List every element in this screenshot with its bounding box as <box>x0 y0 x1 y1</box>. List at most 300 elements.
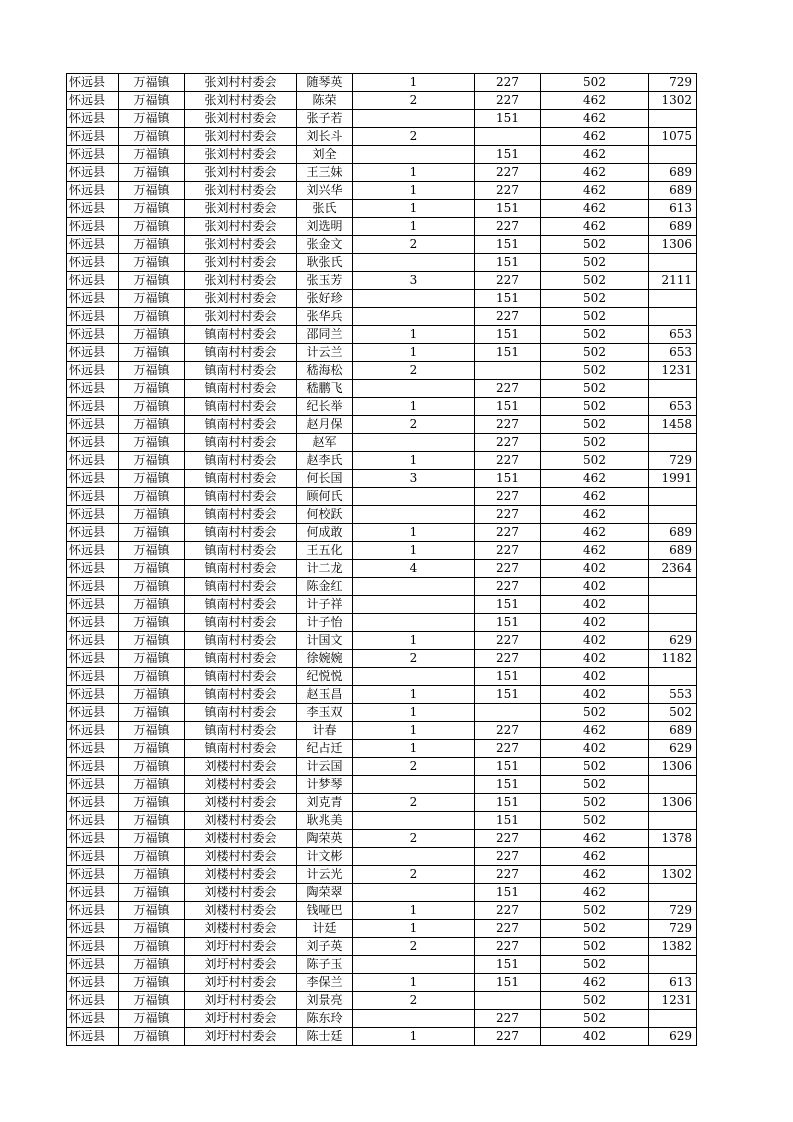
county-cell: 怀远县 <box>67 380 119 398</box>
name-cell: 计云国 <box>297 758 353 776</box>
amount-a-cell: 151 <box>475 812 541 830</box>
town-cell: 万福镇 <box>119 488 185 506</box>
name-cell: 李玉双 <box>297 704 353 722</box>
count-cell: 1 <box>353 524 475 542</box>
count-cell: 1 <box>353 326 475 344</box>
county-cell: 怀远县 <box>67 92 119 110</box>
amount-a-cell: 151 <box>475 344 541 362</box>
town-cell: 万福镇 <box>119 704 185 722</box>
village-committee-cell: 镇南村村委会 <box>185 344 297 362</box>
count-cell: 2 <box>353 830 475 848</box>
village-committee-cell: 镇南村村委会 <box>185 380 297 398</box>
county-cell: 怀远县 <box>67 344 119 362</box>
count-cell <box>353 848 475 866</box>
amount-b-cell: 402 <box>541 596 649 614</box>
village-committee-cell: 镇南村村委会 <box>185 686 297 704</box>
town-cell: 万福镇 <box>119 200 185 218</box>
name-cell: 何成敢 <box>297 524 353 542</box>
town-cell: 万福镇 <box>119 920 185 938</box>
town-cell: 万福镇 <box>119 866 185 884</box>
total-cell: 1231 <box>649 362 697 380</box>
amount-b-cell: 502 <box>541 434 649 452</box>
town-cell: 万福镇 <box>119 128 185 146</box>
amount-a-cell: 227 <box>475 542 541 560</box>
table-row <box>67 776 697 794</box>
village-committee-cell: 镇南村村委会 <box>185 542 297 560</box>
county-cell: 怀远县 <box>67 362 119 380</box>
village-committee-cell: 张刘村村委会 <box>185 236 297 254</box>
count-cell: 3 <box>353 272 475 290</box>
amount-b-cell: 462 <box>541 128 649 146</box>
town-cell: 万福镇 <box>119 614 185 632</box>
town-cell: 万福镇 <box>119 218 185 236</box>
amount-b-cell: 462 <box>541 218 649 236</box>
amount-b-cell: 462 <box>541 92 649 110</box>
count-cell <box>353 506 475 524</box>
amount-b-cell: 502 <box>541 236 649 254</box>
village-committee-cell: 张刘村村委会 <box>185 308 297 326</box>
count-cell: 2 <box>353 992 475 1010</box>
count-cell: 1 <box>353 902 475 920</box>
town-cell: 万福镇 <box>119 812 185 830</box>
county-cell: 怀远县 <box>67 398 119 416</box>
village-committee-cell: 刘圩村村委会 <box>185 1028 297 1046</box>
village-committee-cell: 镇南村村委会 <box>185 434 297 452</box>
village-committee-cell: 镇南村村委会 <box>185 470 297 488</box>
count-cell: 4 <box>353 560 475 578</box>
count-cell <box>353 812 475 830</box>
total-cell: 2111 <box>649 272 697 290</box>
county-cell: 怀远县 <box>67 902 119 920</box>
name-cell: 计梦琴 <box>297 776 353 794</box>
table-row <box>67 920 697 938</box>
town-cell: 万福镇 <box>119 1028 185 1046</box>
amount-b-cell: 462 <box>541 830 649 848</box>
total-cell: 1382 <box>649 938 697 956</box>
table-row <box>67 686 697 704</box>
county-cell: 怀远县 <box>67 740 119 758</box>
count-cell: 1 <box>353 722 475 740</box>
total-cell <box>649 308 697 326</box>
table-row <box>67 470 697 488</box>
amount-a-cell: 227 <box>475 308 541 326</box>
name-cell: 王三妹 <box>297 164 353 182</box>
amount-a-cell: 151 <box>475 686 541 704</box>
name-cell: 计廷 <box>297 920 353 938</box>
village-committee-cell: 镇南村村委会 <box>185 326 297 344</box>
county-cell: 怀远县 <box>67 542 119 560</box>
town-cell: 万福镇 <box>119 416 185 434</box>
county-cell: 怀远县 <box>67 254 119 272</box>
table-row <box>67 614 697 632</box>
amount-a-cell: 151 <box>475 614 541 632</box>
total-cell: 689 <box>649 524 697 542</box>
town-cell: 万福镇 <box>119 326 185 344</box>
name-cell: 徐婉婉 <box>297 650 353 668</box>
table-body <box>67 74 697 1046</box>
amount-a-cell: 151 <box>475 326 541 344</box>
village-committee-cell: 刘圩村村委会 <box>185 938 297 956</box>
name-cell: 陈金红 <box>297 578 353 596</box>
town-cell: 万福镇 <box>119 938 185 956</box>
table-row <box>67 308 697 326</box>
amount-b-cell: 502 <box>541 794 649 812</box>
name-cell: 陈士廷 <box>297 1028 353 1046</box>
total-cell <box>649 146 697 164</box>
name-cell: 纪占迁 <box>297 740 353 758</box>
county-cell: 怀远县 <box>67 164 119 182</box>
county-cell: 怀远县 <box>67 686 119 704</box>
amount-b-cell: 502 <box>541 326 649 344</box>
name-cell: 计云兰 <box>297 344 353 362</box>
amount-a-cell: 227 <box>475 848 541 866</box>
count-cell: 1 <box>353 632 475 650</box>
table-row <box>67 758 697 776</box>
count-cell: 1 <box>353 74 475 92</box>
table-row <box>67 416 697 434</box>
name-cell: 计国文 <box>297 632 353 650</box>
name-cell: 计文彬 <box>297 848 353 866</box>
county-cell: 怀远县 <box>67 722 119 740</box>
amount-b-cell: 462 <box>541 146 649 164</box>
village-committee-cell: 刘楼村村委会 <box>185 920 297 938</box>
town-cell: 万福镇 <box>119 776 185 794</box>
amount-a-cell: 151 <box>475 200 541 218</box>
amount-a-cell: 151 <box>475 884 541 902</box>
town-cell: 万福镇 <box>119 452 185 470</box>
town-cell: 万福镇 <box>119 758 185 776</box>
total-cell: 729 <box>649 74 697 92</box>
town-cell: 万福镇 <box>119 884 185 902</box>
amount-a-cell <box>475 128 541 146</box>
county-cell: 怀远县 <box>67 668 119 686</box>
village-committee-cell: 镇南村村委会 <box>185 578 297 596</box>
count-cell: 1 <box>353 974 475 992</box>
table-row <box>67 956 697 974</box>
table-row <box>67 794 697 812</box>
count-cell <box>353 110 475 128</box>
amount-a-cell <box>475 704 541 722</box>
total-cell <box>649 434 697 452</box>
count-cell: 2 <box>353 794 475 812</box>
table-row <box>67 182 697 200</box>
county-cell: 怀远县 <box>67 470 119 488</box>
amount-b-cell: 502 <box>541 416 649 434</box>
table-row <box>67 146 697 164</box>
total-cell: 689 <box>649 722 697 740</box>
county-cell: 怀远县 <box>67 308 119 326</box>
table-row <box>67 452 697 470</box>
name-cell: 陶荣翠 <box>297 884 353 902</box>
amount-a-cell: 227 <box>475 740 541 758</box>
amount-b-cell: 502 <box>541 74 649 92</box>
table-row <box>67 848 697 866</box>
village-committee-cell: 张刘村村委会 <box>185 200 297 218</box>
table-row <box>67 362 697 380</box>
table-row <box>67 272 697 290</box>
amount-b-cell: 462 <box>541 848 649 866</box>
name-cell: 张玉芳 <box>297 272 353 290</box>
amount-a-cell: 227 <box>475 488 541 506</box>
county-cell: 怀远县 <box>67 1028 119 1046</box>
county-cell: 怀远县 <box>67 272 119 290</box>
county-cell: 怀远县 <box>67 1010 119 1028</box>
amount-a-cell: 227 <box>475 1010 541 1028</box>
total-cell: 1302 <box>649 92 697 110</box>
total-cell: 729 <box>649 920 697 938</box>
count-cell: 1 <box>353 740 475 758</box>
amount-b-cell: 402 <box>541 686 649 704</box>
name-cell: 随琴英 <box>297 74 353 92</box>
amount-b-cell: 402 <box>541 578 649 596</box>
county-cell: 怀远县 <box>67 866 119 884</box>
county-cell: 怀远县 <box>67 452 119 470</box>
count-cell: 1 <box>353 686 475 704</box>
table-row <box>67 110 697 128</box>
town-cell: 万福镇 <box>119 290 185 308</box>
table-row <box>67 974 697 992</box>
name-cell: 王五化 <box>297 542 353 560</box>
table-row <box>67 902 697 920</box>
total-cell: 1458 <box>649 416 697 434</box>
village-committee-cell: 镇南村村委会 <box>185 614 297 632</box>
name-cell: 顾何氏 <box>297 488 353 506</box>
count-cell <box>353 434 475 452</box>
name-cell: 赵玉昌 <box>297 686 353 704</box>
total-cell: 502 <box>649 704 697 722</box>
count-cell: 1 <box>353 542 475 560</box>
count-cell: 2 <box>353 92 475 110</box>
village-committee-cell: 镇南村村委会 <box>185 668 297 686</box>
town-cell: 万福镇 <box>119 524 185 542</box>
amount-a-cell: 227 <box>475 272 541 290</box>
village-committee-cell: 张刘村村委会 <box>185 290 297 308</box>
table-row <box>67 632 697 650</box>
amount-a-cell: 151 <box>475 470 541 488</box>
total-cell <box>649 884 697 902</box>
table-row <box>67 578 697 596</box>
amount-b-cell: 402 <box>541 614 649 632</box>
table-row <box>67 254 697 272</box>
amount-b-cell: 462 <box>541 164 649 182</box>
table-row <box>67 992 697 1010</box>
amount-a-cell: 151 <box>475 794 541 812</box>
table-row <box>67 830 697 848</box>
total-cell <box>649 506 697 524</box>
count-cell <box>353 308 475 326</box>
data-table <box>66 73 697 1046</box>
name-cell: 嵇海松 <box>297 362 353 380</box>
table-row <box>67 1010 697 1028</box>
amount-b-cell: 402 <box>541 740 649 758</box>
county-cell: 怀远县 <box>67 848 119 866</box>
total-cell <box>649 596 697 614</box>
total-cell <box>649 668 697 686</box>
county-cell: 怀远县 <box>67 812 119 830</box>
count-cell <box>353 146 475 164</box>
table-row <box>67 398 697 416</box>
amount-b-cell: 502 <box>541 812 649 830</box>
name-cell: 邵同兰 <box>297 326 353 344</box>
amount-b-cell: 502 <box>541 308 649 326</box>
count-cell: 2 <box>353 758 475 776</box>
town-cell: 万福镇 <box>119 956 185 974</box>
total-cell: 1302 <box>649 866 697 884</box>
village-committee-cell: 刘楼村村委会 <box>185 866 297 884</box>
amount-b-cell: 502 <box>541 398 649 416</box>
county-cell: 怀远县 <box>67 938 119 956</box>
amount-a-cell: 227 <box>475 74 541 92</box>
town-cell: 万福镇 <box>119 236 185 254</box>
amount-b-cell: 502 <box>541 380 649 398</box>
amount-a-cell: 227 <box>475 1028 541 1046</box>
county-cell: 怀远县 <box>67 794 119 812</box>
total-cell: 629 <box>649 740 697 758</box>
count-cell: 2 <box>353 416 475 434</box>
village-committee-cell: 镇南村村委会 <box>185 704 297 722</box>
town-cell: 万福镇 <box>119 272 185 290</box>
count-cell: 2 <box>353 650 475 668</box>
table-row <box>67 722 697 740</box>
table-row <box>67 344 697 362</box>
county-cell: 怀远县 <box>67 110 119 128</box>
total-cell: 1991 <box>649 470 697 488</box>
county-cell: 怀远县 <box>67 992 119 1010</box>
amount-b-cell: 462 <box>541 524 649 542</box>
amount-b-cell: 502 <box>541 254 649 272</box>
total-cell <box>649 110 697 128</box>
amount-a-cell: 151 <box>475 776 541 794</box>
total-cell <box>649 848 697 866</box>
village-committee-cell: 张刘村村委会 <box>185 182 297 200</box>
county-cell: 怀远县 <box>67 974 119 992</box>
village-committee-cell: 刘圩村村委会 <box>185 1010 297 1028</box>
amount-a-cell: 227 <box>475 920 541 938</box>
name-cell: 张金文 <box>297 236 353 254</box>
village-committee-cell: 刘楼村村委会 <box>185 848 297 866</box>
amount-a-cell <box>475 362 541 380</box>
amount-a-cell: 227 <box>475 164 541 182</box>
amount-b-cell: 402 <box>541 650 649 668</box>
amount-a-cell: 227 <box>475 416 541 434</box>
town-cell: 万福镇 <box>119 506 185 524</box>
table-row <box>67 218 697 236</box>
village-committee-cell: 镇南村村委会 <box>185 362 297 380</box>
table-row <box>67 488 697 506</box>
county-cell: 怀远县 <box>67 416 119 434</box>
total-cell: 689 <box>649 164 697 182</box>
town-cell: 万福镇 <box>119 182 185 200</box>
village-committee-cell: 刘楼村村委会 <box>185 812 297 830</box>
village-committee-cell: 刘楼村村委会 <box>185 830 297 848</box>
name-cell: 赵军 <box>297 434 353 452</box>
count-cell <box>353 956 475 974</box>
county-cell: 怀远县 <box>67 488 119 506</box>
name-cell: 刘选明 <box>297 218 353 236</box>
amount-b-cell: 502 <box>541 362 649 380</box>
county-cell: 怀远县 <box>67 650 119 668</box>
count-cell: 1 <box>353 452 475 470</box>
amount-a-cell: 227 <box>475 830 541 848</box>
total-cell: 653 <box>649 344 697 362</box>
table-row <box>67 128 697 146</box>
total-cell <box>649 812 697 830</box>
town-cell: 万福镇 <box>119 1010 185 1028</box>
town-cell: 万福镇 <box>119 308 185 326</box>
total-cell <box>649 578 697 596</box>
table-row <box>67 884 697 902</box>
table-row <box>67 524 697 542</box>
table-row <box>67 1028 697 1046</box>
table-row <box>67 92 697 110</box>
total-cell: 689 <box>649 218 697 236</box>
village-committee-cell: 张刘村村委会 <box>185 254 297 272</box>
total-cell: 629 <box>649 632 697 650</box>
county-cell: 怀远县 <box>67 218 119 236</box>
count-cell: 1 <box>353 920 475 938</box>
count-cell: 1 <box>353 344 475 362</box>
count-cell: 2 <box>353 236 475 254</box>
amount-a-cell: 227 <box>475 902 541 920</box>
amount-b-cell: 502 <box>541 1010 649 1028</box>
amount-b-cell: 502 <box>541 758 649 776</box>
county-cell: 怀远县 <box>67 704 119 722</box>
amount-a-cell: 227 <box>475 866 541 884</box>
town-cell: 万福镇 <box>119 668 185 686</box>
count-cell: 3 <box>353 470 475 488</box>
county-cell: 怀远县 <box>67 758 119 776</box>
total-cell: 1306 <box>649 236 697 254</box>
count-cell <box>353 380 475 398</box>
amount-b-cell: 502 <box>541 272 649 290</box>
table-row <box>67 560 697 578</box>
town-cell: 万福镇 <box>119 650 185 668</box>
amount-b-cell: 502 <box>541 776 649 794</box>
village-committee-cell: 张刘村村委会 <box>185 92 297 110</box>
table-row <box>67 326 697 344</box>
count-cell: 1 <box>353 398 475 416</box>
village-committee-cell: 镇南村村委会 <box>185 740 297 758</box>
table-row <box>67 866 697 884</box>
county-cell: 怀远县 <box>67 524 119 542</box>
town-cell: 万福镇 <box>119 992 185 1010</box>
total-cell <box>649 488 697 506</box>
amount-a-cell: 151 <box>475 110 541 128</box>
total-cell <box>649 380 697 398</box>
table-row <box>67 290 697 308</box>
table-row <box>67 74 697 92</box>
village-committee-cell: 刘圩村村委会 <box>185 956 297 974</box>
table-row <box>67 506 697 524</box>
total-cell: 729 <box>649 902 697 920</box>
village-committee-cell: 刘楼村村委会 <box>185 794 297 812</box>
town-cell: 万福镇 <box>119 542 185 560</box>
total-cell: 729 <box>649 452 697 470</box>
amount-b-cell: 502 <box>541 344 649 362</box>
county-cell: 怀远县 <box>67 632 119 650</box>
amount-b-cell: 462 <box>541 200 649 218</box>
count-cell <box>353 614 475 632</box>
town-cell: 万福镇 <box>119 470 185 488</box>
name-cell: 陈东玲 <box>297 1010 353 1028</box>
county-cell: 怀远县 <box>67 884 119 902</box>
county-cell: 怀远县 <box>67 236 119 254</box>
count-cell <box>353 596 475 614</box>
county-cell: 怀远县 <box>67 326 119 344</box>
name-cell: 纪长举 <box>297 398 353 416</box>
amount-a-cell: 151 <box>475 758 541 776</box>
town-cell: 万福镇 <box>119 902 185 920</box>
